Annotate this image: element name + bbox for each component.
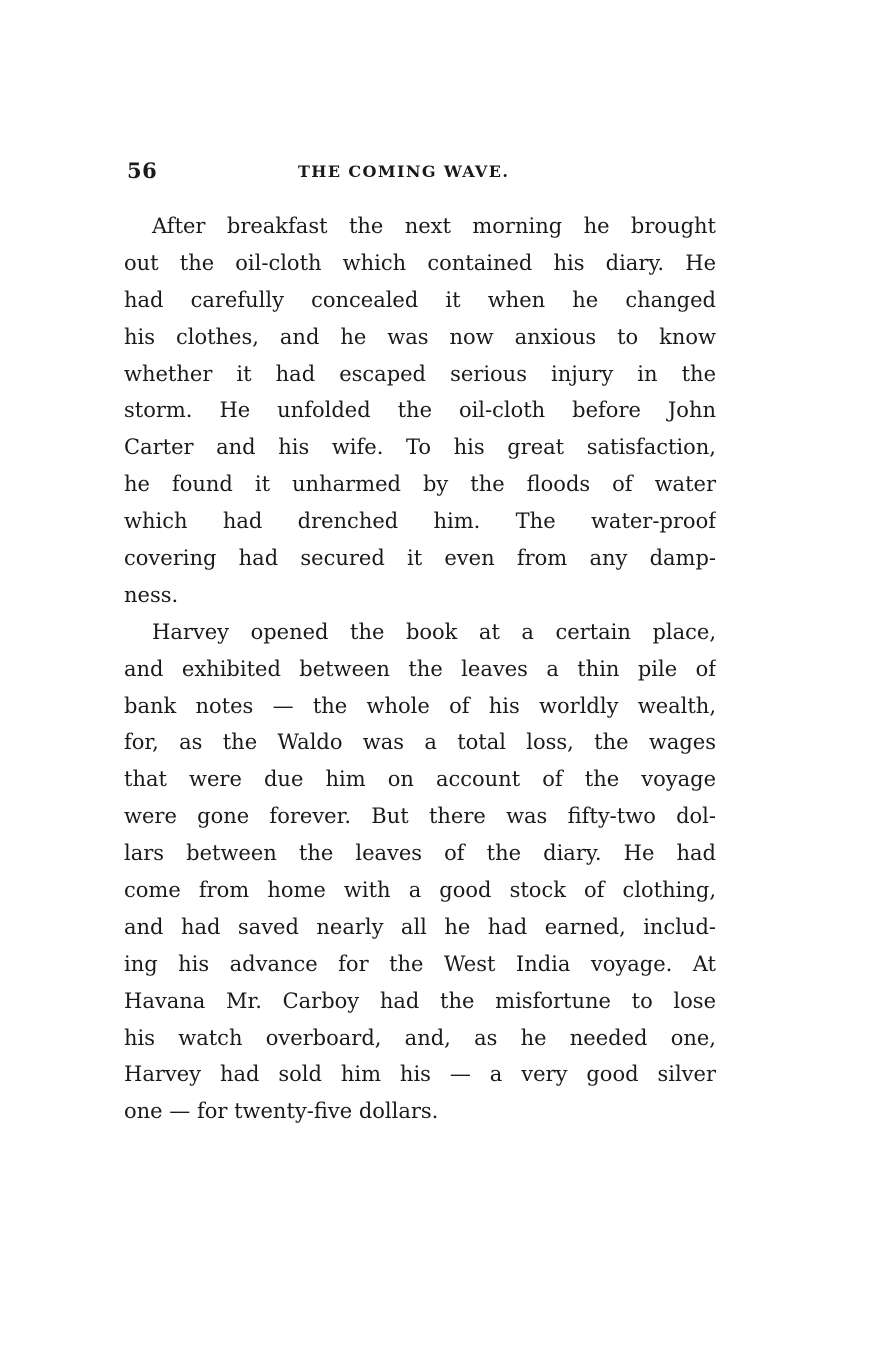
text-line: bank notes — the whole of his worldly wealth, — [124, 693, 716, 718]
text-line: out the oil-cloth which contained his diary. He — [124, 250, 716, 275]
text-line: whether it had escaped serious injury in the — [124, 361, 716, 386]
text-line: for, as the Waldo was a total loss, the wages — [124, 730, 716, 755]
text-line: his watch overboard, and, as he needed one, — [124, 1025, 716, 1050]
text-line: his clothes, and he was now anxious to know — [124, 324, 716, 349]
text-line: storm. He unfolded the oil-cloth before John — [124, 398, 716, 423]
text-line: ness. — [124, 582, 179, 607]
text-line: and had saved nearly all he had earned, includ- — [124, 914, 716, 939]
text-line: ing his advance for the West India voyage. At — [124, 951, 716, 976]
page-header — [127, 158, 717, 190]
text-line: Harvey opened the book at a certain place, — [152, 619, 716, 644]
text-line: he found it unharmed by the floods of water — [124, 472, 716, 497]
text-line: come from home with a good stock of clothing, — [124, 878, 716, 903]
text-line: Havana Mr. Carboy had the misfortune to lose — [124, 988, 716, 1013]
text-line: covering had secured it even from any damp- — [124, 546, 716, 571]
text-line: After breakfast the next morning he brought — [152, 214, 716, 238]
text-line: had carefully concealed it when he changed — [124, 287, 716, 312]
paragraph-1 — [124, 208, 716, 614]
page-number: 56 — [127, 158, 158, 183]
text-line: which had drenched him. The water-proof — [124, 509, 716, 534]
text-line: Carter and his wife. To his great satisfaction, — [124, 435, 716, 460]
text-line: and exhibited between the leaves a thin pile of — [124, 656, 716, 681]
text-line: lars between the leaves of the diary. He had — [124, 841, 716, 866]
running-title: THE COMING WAVE. — [298, 162, 510, 181]
body-text — [124, 208, 716, 1130]
text-line: one — for twenty-five dollars. — [124, 1099, 439, 1124]
text-line: Harvey had sold him his — a very good silver — [124, 1062, 716, 1087]
paragraph-2 — [124, 614, 716, 1130]
text-line: that were due him on account of the voyage — [124, 767, 716, 792]
text-line: were gone forever. But there was fifty-two dol- — [124, 804, 716, 829]
